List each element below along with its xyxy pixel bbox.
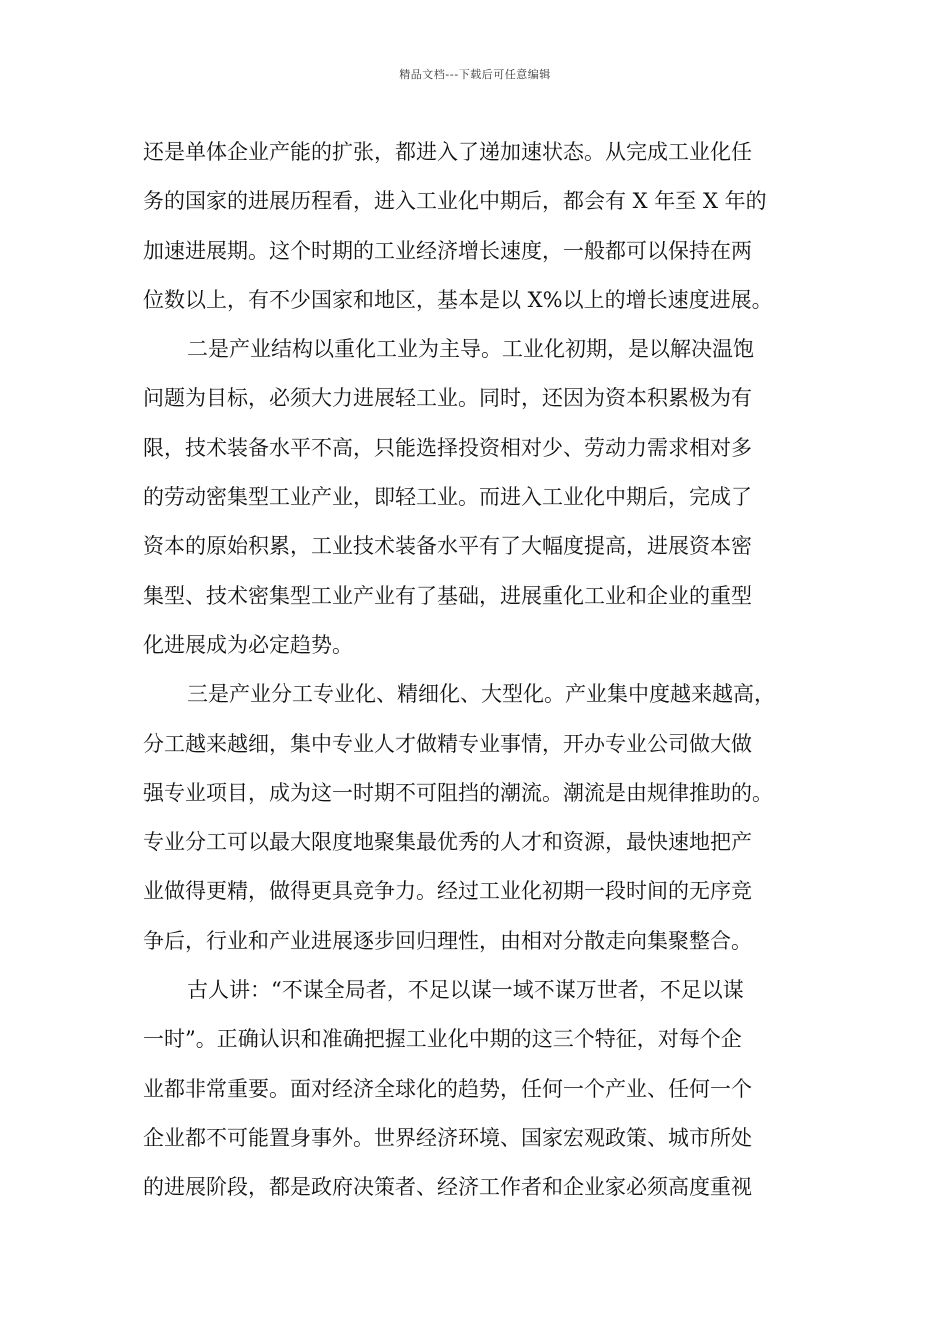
text-line: 务的国家的进展历程看，进入工业化中期后，都会有 X 年至 X 年的 [143, 189, 767, 214]
text-line: 还是单体企业产能的扩张，都进入了递加速状态。从完成工业化任 [143, 140, 752, 164]
text-line: 争后，行业和产业进展逐步回归理性，由相对分散走向集聚整合。 [143, 928, 752, 953]
document-body [143, 128, 807, 1213]
text-line: 集型、技术密集型工业产业有了基础，进展重化工业和企业的重型 [143, 583, 752, 608]
text-line: 的进展阶段，都是政府决策者、经济工作者和企业家必须高度重视 [143, 1175, 752, 1200]
text-line: 一时”。正确认识和准确把握工业化中期的这三个特征，对每个企 [143, 1027, 742, 1052]
text-line: 三是产业分工专业化、精细化、大型化。产业集中度越来越高， [187, 682, 775, 707]
text-line: 强专业项目，成为这一时期不可阻挡的潮流。潮流是由规律推助的。 [143, 780, 773, 805]
text-line: 化进展成为必定趋势。 [143, 632, 353, 657]
text-line: 业做得更精，做得更具竞争力。经过工业化初期一段时间的无序竞 [143, 879, 752, 904]
page-header: 精品文档---下载后可任意编辑 [399, 68, 551, 81]
text-line: 业都非常重要。面对经济全球化的趋势，任何一个产业、任何一个 [143, 1076, 752, 1101]
text-line: 古人讲：“不谋全局者，不足以谋一域不谋万世者，不足以谋 [187, 978, 744, 1003]
text-line: 位数以上，有不少国家和地区，基本是以 X%以上的增长速度进展。 [143, 287, 773, 312]
text-line: 限，技术装备水平不高，只能选择投资相对少、劳动力需求相对多 [143, 435, 752, 460]
text-line: 问题为目标，必须大力进展轻工业。同时，还因为资本积累极为有 [143, 386, 752, 411]
text-line: 资本的原始积累，工业技术装备水平有了大幅度提高，进展资本密 [143, 534, 752, 559]
text-line: 二是产业结构以重化工业为主导。工业化初期，是以解决温饱 [187, 337, 754, 362]
text-line: 企业都不可能置身事外。世界经济环境、国家宏观政策、城市所处 [143, 1125, 752, 1150]
text-line: 分工越来越细，集中专业人才做精专业事情，开办专业公司做大做 [143, 731, 752, 756]
text-line: 的劳动密集型工业产业，即轻工业。而进入工业化中期后，完成了 [143, 485, 752, 510]
text-line: 专业分工可以最大限度地聚集最优秀的人才和资源，最快速地把产 [143, 830, 752, 855]
text-line: 加速进展期。这个时期的工业经济增长速度，一般都可以保持在两 [143, 238, 752, 263]
